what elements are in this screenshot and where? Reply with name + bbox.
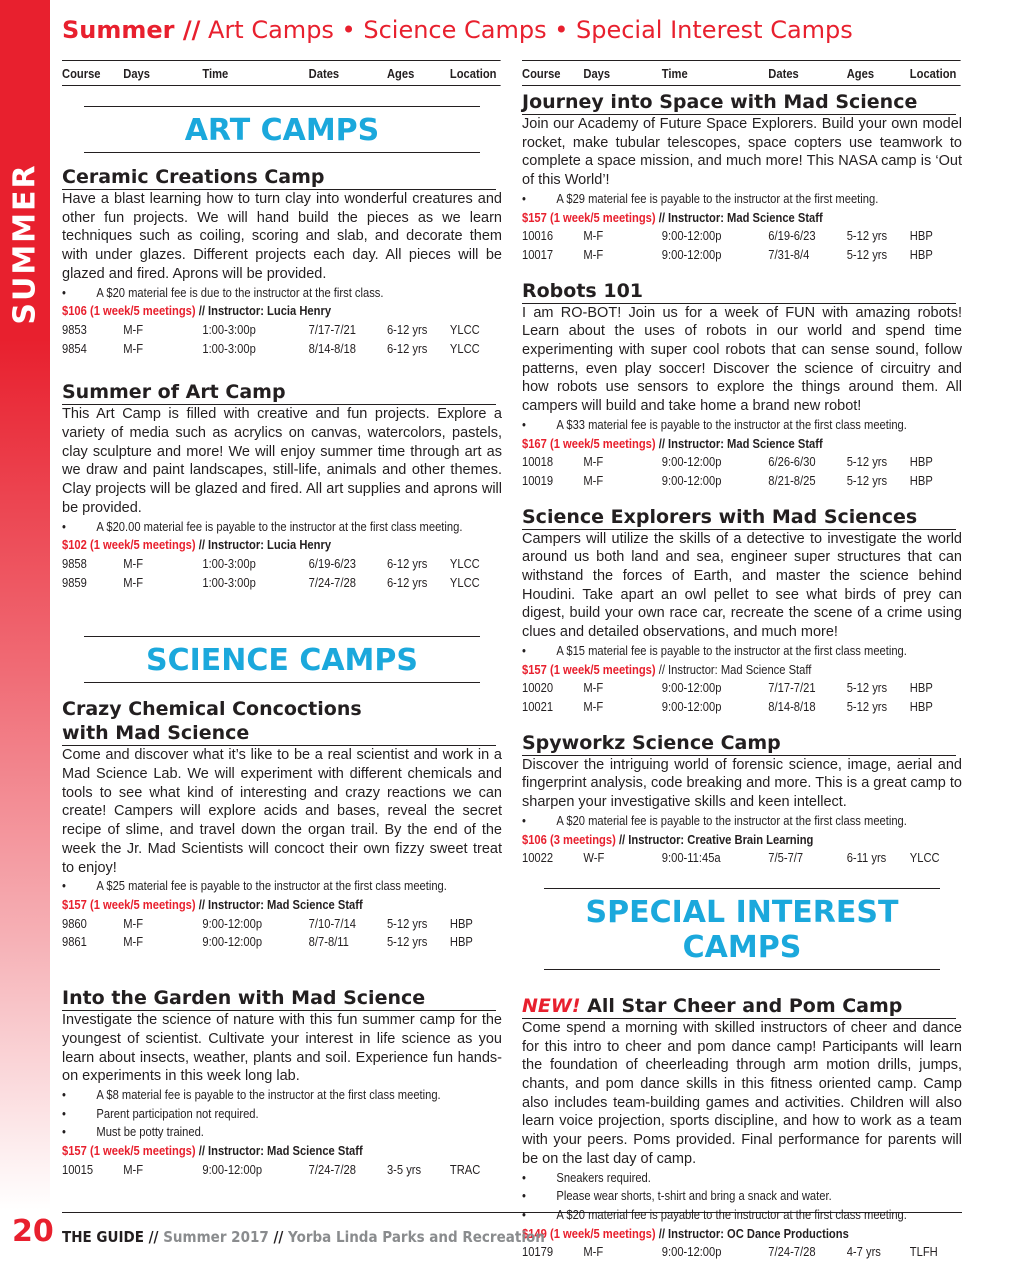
col-dates: Dates	[768, 65, 799, 81]
course-description: Come and discover what it’s like to be a real scientist and work in a Mad Science Lab. We will experiment with different chemicals and tools to see what kind of interesting and crazy reactions we can create! Campers will explore acids and bases, reveal the secret recipe of slime, and travel down the organ trail. By the end of the week the Jr. Mad Scientists will concoct their own fizzy sweet treat to enjoy!	[62, 747, 502, 876]
course-description: Discover the intriguing world of forensic science, image, aerial and fingerprint analysis, code breaking and more. This is a great camp to sharpen your investigative skills and keen intellect.	[522, 756, 962, 811]
course-description: Come spend a morning with skilled instructors of cheer and dance for this intro to cheer and pom dance camp! Participants will learn the foundation of cheerleading through arm motion drills, jumps, chants, and pom dance skills in this fitness oriented camp. Camp also includes team-building games and activities. Children will also learn voice projection, sports discipline, and how to work as a team with your peers. Poms provided. Final performance for parents will be on the last day of camp.	[522, 1019, 962, 1167]
col-time: Time	[202, 65, 229, 81]
col-days: Days	[123, 65, 150, 81]
footer-text: THE GUIDE // Summer 2017 // Yorba Linda Parks and Recreation	[62, 1228, 545, 1246]
note-item: • A $15 material fee is payable to the instructor at the first class meeting.	[522, 642, 907, 658]
note-item: • Sneakers required.	[522, 1169, 651, 1185]
table-row: 10015 M-F 9:00-12:00p 7/24-7/28 3-5 yrs TRAC	[62, 1161, 481, 1177]
table-row: 10016 M-F 9:00-12:00p 6/19-6/23 5-12 yrs HBP	[522, 228, 933, 244]
table-row: 9859 M-F 1:00-3:00p 7/24-7/28 6-12 yrs YLCC	[62, 574, 480, 590]
course-title: Ceramic Creations Camp	[62, 165, 496, 190]
note-item: • Parent participation not required.	[62, 1105, 259, 1121]
course-description: Join our Academy of Future Space Explorers. Build your own model rocket, make tubular telescopes, space copters use teamwork to complete a space mission, and much more! This NASA camp is ‘Out of this World’!	[522, 116, 962, 189]
column-header	[522, 60, 961, 86]
note-item: • A $8 material fee is payable to the instructor at the first class meeting.	[62, 1086, 441, 1102]
page-title-categories: Art Camps • Science Camps • Special Interest Camps	[200, 16, 853, 44]
note-item: • Must be potty trained.	[62, 1124, 204, 1140]
table-row: 9853 M-F 1:00-3:00p 7/17-7/21 6-12 yrs YLCC	[62, 321, 480, 337]
special-interest-heading: SPECIAL INTEREST CAMPS	[544, 888, 940, 970]
fee-line: $106 (1 week/5 meetings) // Instructor: Lucia Henry	[62, 303, 332, 319]
new-badge: NEW!	[522, 994, 581, 1017]
science-camps-heading: SCIENCE CAMPS	[84, 636, 480, 683]
table-row: 9854 M-F 1:00-3:00p 8/14-8/18 6-12 yrs YLCC	[62, 340, 480, 356]
table-row: 9858 M-F 1:00-3:00p 6/19-6/23 6-12 yrs YLCC	[62, 555, 480, 571]
course-ceramic-creations	[62, 165, 502, 358]
note-item: • A $20 material fee is payable to the instructor at the first class meeting.	[522, 812, 907, 828]
fee-line: $157 (1 week/5 meetings) // Instructor: Mad Science Staff	[522, 209, 823, 225]
course-title: Science Explorers with Mad Sciences	[522, 505, 956, 530]
course-title: Journey into Space with Mad Science	[522, 90, 956, 115]
page-footer	[0, 1212, 962, 1272]
footer-divider	[62, 1212, 962, 1213]
course-journey-into-space	[522, 90, 962, 265]
note-item: • A $33 material fee is payable to the instructor at the first class meeting.	[522, 416, 907, 432]
course-crazy-chemical-concoctions	[62, 697, 502, 952]
note-item: • A $25 material fee is payable to the instructor at the first class meeting.	[62, 878, 447, 894]
col-time: Time	[661, 65, 688, 81]
note-item: • A $20.00 material fee is payable to the instructor at the first class meeting.	[62, 518, 463, 534]
col-course: Course	[522, 65, 561, 81]
fee-line: $157 (1 week/5 meetings) // Instructor: Mad Science Staff	[62, 896, 363, 912]
col-location: Location	[449, 65, 497, 81]
right-column	[522, 60, 962, 1262]
left-column	[62, 60, 502, 1179]
course-robots-101	[522, 279, 962, 491]
table-row: 10021 M-F 9:00-12:00p 8/14-8/18 5-12 yrs HBP	[522, 698, 933, 714]
sidebar-band	[0, 0, 50, 1210]
note-item: • A $29 material fee is payable to the instructor at the first meeting.	[522, 190, 879, 206]
table-row: 10179 M-F 9:00-12:00p 7/24-7/28 4-7 yrs TLFH	[522, 1244, 938, 1260]
note-item: • Please wear shorts, t-shirt and bring a snack and water.	[522, 1188, 832, 1204]
page-title	[62, 16, 853, 44]
course-description: This Art Camp is filled with creative and fun projects. Explore a variety of media such as acrylics on canvas, watercolors, pastels, clay sculpture and more! We will enjoy summer time through art as we draw and paint landscapes, still-life, animals and other themes. Clay projects will be glazed and fired. All art supplies and aprons will be provided.	[62, 406, 502, 516]
col-ages: Ages	[386, 65, 415, 81]
course-title: Robots 101	[522, 279, 956, 304]
table-row: 10018 M-F 9:00-12:00p 6/26-6/30 5-12 yrs HBP	[522, 454, 933, 470]
table-row: 10017 M-F 9:00-12:00p 7/31-8/4 5-12 yrs HBP	[522, 246, 933, 262]
course-title: Spyworkz Science Camp	[522, 731, 956, 756]
course-title: Into the Garden with Mad Science	[62, 986, 496, 1011]
col-location: Location	[909, 65, 957, 81]
column-header	[62, 60, 501, 86]
course-description: I am RO-BOT! Join us for a week of FUN with amazing robots! Learn about the uses of robots in our world and spend time experimenting with super cool robots that can sense sound, follow patterns, even play soccer! Discover the science of circuitry and how robots use sensors to explore the things around them. All campers will build and take home a brand new robot!	[522, 304, 962, 415]
col-dates: Dates	[308, 65, 340, 81]
course-title	[522, 994, 956, 1019]
fee-line: $167 (1 week/5 meetings) // Instructor: Mad Science Staff	[522, 435, 823, 451]
course-science-explorers	[522, 505, 962, 717]
course-title-text: All Star Cheer and Pom Camp	[587, 994, 903, 1017]
table-row: 10019 M-F 9:00-12:00p 8/21-8/25 5-12 yrs HBP	[522, 472, 933, 488]
fee-line: $102 (1 week/5 meetings) // Instructor: Lucia Henry	[62, 537, 332, 553]
table-row: 10022 W-F 9:00-11:45a 7/5-7/7 6-11 yrs YLCC	[522, 850, 940, 866]
col-course: Course	[62, 65, 101, 81]
table-row: 10020 M-F 9:00-12:00p 7/17-7/21 5-12 yrs HBP	[522, 680, 933, 696]
note-item: • A $20 material fee is payable to the instructor at the first class meeting.	[522, 1206, 907, 1222]
course-into-the-garden	[62, 986, 502, 1179]
sidebar-label: SUMMER	[7, 163, 43, 325]
fee-line: $157 (1 week/5 meetings) // Instructor: Mad Science Staff	[522, 661, 812, 677]
page-number: 20	[12, 1214, 54, 1249]
table-row: 9861 M-F 9:00-12:00p 8/7-8/11 5-12 yrs HBP	[62, 934, 473, 950]
page-title-season: Summer //	[62, 16, 201, 44]
fee-line: $157 (1 week/5 meetings) // Instructor: Mad Science Staff	[62, 1143, 363, 1159]
col-days: Days	[583, 65, 611, 81]
course-title-line1: Crazy Chemical Concoctions	[62, 698, 362, 721]
col-ages: Ages	[846, 65, 875, 81]
fee-line: $149 (1 week/5 meetings) // Instructor: OC Dance Productions	[522, 1225, 849, 1241]
course-spyworkz	[522, 731, 962, 868]
course-summer-of-art	[62, 380, 502, 592]
art-camps-heading: ART CAMPS	[84, 106, 480, 153]
course-title: Summer of Art Camp	[62, 380, 496, 405]
course-description: Investigate the science of nature with this fun summer camp for the youngest of scientist. Cultivate your interest in life science as you learn about insects, weather, plants and soil. Experience fun hands-on experiments in this week long lab.	[62, 1012, 502, 1085]
fee-line: $106 (3 meetings) // Instructor: Creative Brain Learning	[522, 831, 814, 847]
course-description: Campers will utilize the skills of a detective to investigate the world around us both land and sea, engineer super structures that can withstand the forces of Earth, and master the science behind Houdini. Take apart an owl pellet to see what birds of prey can digest, build your own race car, recreate the scene of a crime using clues and detailed observations, and much more!	[522, 530, 962, 641]
course-title-line2: with Mad Science	[62, 721, 496, 746]
note-item: • A $20 material fee is due to the instructor at the first class.	[62, 284, 384, 300]
table-row: 9860 M-F 9:00-12:00p 7/10-7/14 5-12 yrs HBP	[62, 915, 473, 931]
course-description: Have a blast learning how to turn clay into wonderful creatures and other fun projects. We will hand build the pieces as we learn techniques such as coiling, scoring and slab, and decorate them with under glazes. Different projects each day. All pieces will be glazed and fired. Aprons will be provided.	[62, 191, 502, 282]
